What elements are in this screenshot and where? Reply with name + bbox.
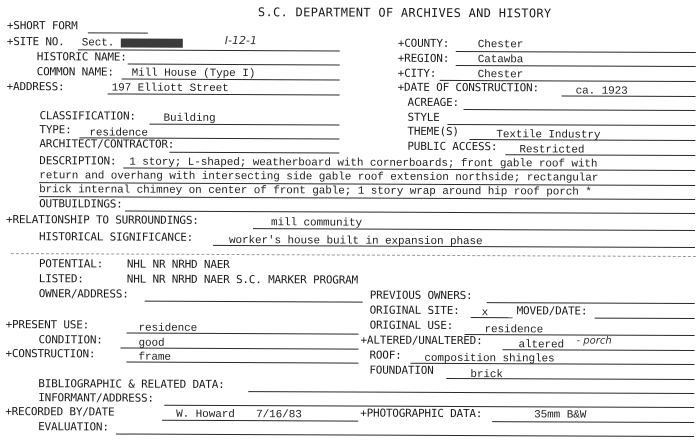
address-value: 197 Elliott Street — [111, 82, 229, 95]
themes-value: Textile Industry — [496, 129, 601, 142]
region-label: +REGION: — [397, 51, 450, 65]
foundation-label: FOUNDATION — [369, 363, 434, 377]
foundation-value: brick — [470, 369, 503, 382]
altered-label: +ALTERED/UNALTERED: — [360, 333, 483, 348]
classification-line — [149, 124, 339, 126]
original-site-value: x — [481, 307, 489, 320]
photographic-line — [492, 421, 694, 423]
county-line — [456, 51, 696, 53]
previous-owners-label: PREVIOUS OWNERS: — [369, 288, 473, 303]
description-rule-3 — [39, 196, 695, 200]
moved-date-label: MOVED/DATE: — [516, 304, 588, 318]
description-label: DESCRIPTION: — [39, 154, 117, 168]
outbuildings-label: OUTBUILDINGS: — [39, 197, 123, 211]
roof-value: composition shingles — [424, 352, 555, 366]
city-value: Chester — [477, 69, 524, 82]
original-use-label: ORIGINAL USE: — [369, 318, 454, 332]
themes-label: THEME(S) — [407, 124, 459, 139]
type-value: residence — [89, 127, 148, 140]
listed-options: NHL NR NRHD NAER S.C. MARKER PROGRAM — [126, 272, 359, 287]
recorded-by-label: +RECORDED BY/DATE — [5, 405, 115, 419]
description-line-1: 1 story; L-shaped; weatherboard with cornerboards; front gable roof with — [129, 156, 598, 171]
relationship-value: mill community — [271, 217, 363, 230]
owner-label: OWNER/ADDRESS: — [38, 287, 129, 301]
evaluation-label: EVALUATION: — [38, 420, 109, 434]
public-access-label: PUBLIC ACCESS: — [407, 139, 498, 154]
original-site-label: ORIGINAL SITE: — [369, 303, 460, 318]
moved-date-line — [595, 318, 695, 319]
bibliographic-line — [248, 391, 694, 394]
section-divider — [11, 253, 696, 257]
style-line — [447, 124, 695, 126]
recorded-date-value: 7/16/83 — [256, 409, 302, 422]
county-value: Chester — [477, 39, 524, 52]
common-name-line — [122, 79, 340, 81]
potential-label: POTENTIAL: — [38, 257, 104, 271]
informant-label: INFORMANT/ADDRESS: — [38, 391, 154, 405]
original-site-line — [471, 317, 513, 318]
construction-value: frame — [138, 351, 171, 364]
historic-name-label: HISTORIC NAME: — [36, 50, 127, 64]
site-no-handwritten: I-12-1 — [224, 33, 258, 48]
city-label: +CITY: — [397, 66, 437, 80]
roof-label: ROOF: — [369, 348, 402, 362]
description-line-3: brick internal chimney on center of front gable; 1 story wrap around hip roof porch * — [39, 184, 592, 199]
historic-name-line — [128, 64, 340, 66]
type-label: TYPE: — [39, 123, 72, 137]
evaluation-line — [116, 434, 694, 438]
significance-label: HISTORICAL SIGNIFICANCE: — [38, 230, 194, 244]
present-use-label: +PRESENT USE: — [5, 318, 90, 332]
recorded-by-value: W. Howard — [176, 408, 235, 422]
owner-line — [145, 301, 363, 303]
redacted-stamp — [121, 39, 183, 48]
condition-value: good — [138, 337, 165, 350]
site-no-label: +SITE NO. — [6, 35, 65, 49]
original-use-value: residence — [484, 324, 544, 337]
description-line-2: return and overhang with intersecting side gable roof extension northside; rectangular — [39, 170, 599, 185]
photographic-label: +PHOTOGRAPHIC DATA: — [360, 406, 483, 421]
short-form-label: +SHORT FORM — [6, 19, 78, 33]
address-label: +ADDRESS: — [6, 80, 65, 94]
common-name-value: Mill House (Type I) — [131, 67, 256, 81]
recorded-by-line — [162, 420, 358, 422]
acreage-label: ACREAGE: — [407, 95, 459, 110]
present-use-value: residence — [138, 322, 198, 335]
listed-label: LISTED: — [38, 272, 84, 286]
date-construction-value: ca. 1923 — [575, 85, 628, 98]
classification-value: Building — [163, 112, 216, 125]
date-construction-label: +DATE OF CONSTRUCTION: — [397, 80, 539, 95]
acreage-line — [464, 109, 696, 111]
relationship-label: +RELATIONSHIP TO SURROUNDINGS: — [6, 213, 199, 227]
region-line — [456, 65, 696, 67]
bibliographic-label: BIBLIOGRAPHIC & RELATED DATA: — [38, 377, 225, 391]
condition-label: CONDITION: — [38, 333, 103, 347]
address-line — [108, 93, 340, 95]
photographic-value: 35mm B&W — [534, 409, 587, 422]
classification-label: CLASSIFICATION: — [39, 109, 136, 123]
altered-handwritten: - porch — [576, 335, 612, 347]
construction-label: +CONSTRUCTION: — [5, 347, 96, 361]
form-title: S.C. DEPARTMENT OF ARCHIVES AND HISTORY — [257, 5, 552, 21]
potential-options: NHL NR NRHD NAER — [126, 257, 230, 272]
county-label: +COUNTY: — [397, 36, 450, 50]
style-label: STYLE — [407, 110, 440, 124]
site-no-value: Sect. — [81, 37, 115, 50]
relationship-line — [253, 228, 695, 231]
public-access-value: Restricted — [519, 144, 585, 157]
short-form-line — [88, 32, 148, 33]
significance-value: worker's house built in expansion phase — [228, 235, 483, 249]
architect-line — [169, 152, 339, 154]
altered-value: altered — [518, 339, 565, 352]
architect-label: ARCHITECT/CONTRACTOR: — [39, 137, 175, 151]
common-name-label: COMMON NAME: — [36, 65, 114, 79]
region-value: Catawba — [477, 54, 524, 67]
outbuildings-line — [125, 211, 695, 214]
